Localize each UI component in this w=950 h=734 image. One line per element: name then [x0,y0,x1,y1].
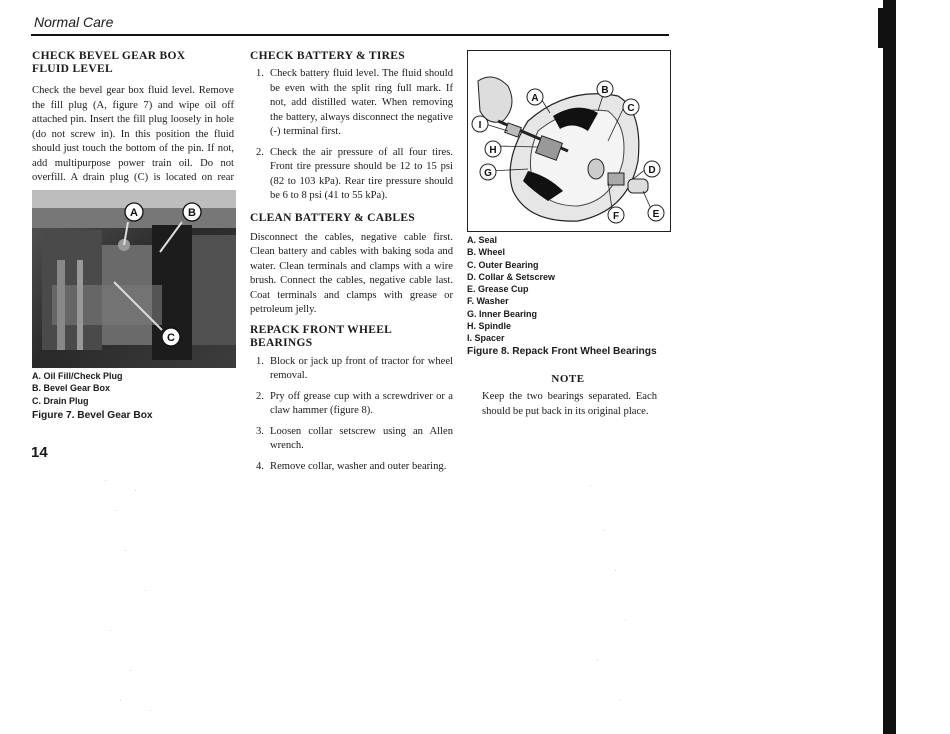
header-rule [31,34,669,36]
callout-b-label: B [601,85,609,96]
callout-d-label: D [648,165,656,176]
heading-line-1: CHECK BEVEL GEAR BOX [32,50,186,62]
list-item: 1. Block or jack up front of tractor for wheel removal. [256,355,453,381]
legend-item: F. Washer [467,296,509,307]
clean-battery-paragraph: Disconnect the cables, negative cable first. Clean battery and cables with baking soda and water. Clean terminals and clamps with a wire brush. Connect the cables, negative cable last. Coat terminals and clamps with grease or petroleum jelly. [250,231,453,315]
bevel-gear-paragraph: Check the bevel gear box fluid level. Remove the fill plug (A, figure 7) and wipe oil off attached pin. Insert the fill plug loosely in hole (do not screw in). In this position the fluid should just touch the bottom of the pin. If not, add multipurpose power train oil. Do not overfill. A drain plug (C) is located on rear [32,85,234,183]
figure-7-legend [32,370,123,407]
legend-item: I. Spacer [467,333,505,344]
legend-item: C. Outer Bearing [467,259,539,270]
column-bevel-gear-box [32,50,234,200]
callout-i-label: I [478,120,482,131]
scan-edge-bar [883,0,896,734]
section-heading-repack-bearings: REPACK FRONT WHEEL BEARINGS [250,323,392,349]
callout-b-label: B [188,207,196,219]
legend-item: C. Drain Plug [32,395,89,406]
legend-item: B. Wheel [467,247,506,258]
repack-bearings-list [250,355,453,475]
note-title: NOTE [551,373,585,385]
callout-f-label: F [612,211,620,222]
list-item: 4. Remove collar, washer and outer bearing. [256,460,447,472]
scan-noise-right [585,470,635,730]
legend-item: E. Grease Cup [467,284,529,295]
list-item: 3. Loosen collar setscrew using an Allen wrench. [256,425,453,451]
legend-item: B. Bevel Gear Box [32,383,111,394]
bevel-gear-box-photo [32,190,236,368]
figure-7-caption: Figure 7. Bevel Gear Box [32,410,153,421]
callout-g-label: G [484,168,492,179]
figure-7-photo [32,190,236,368]
list-item: 1. Check battery fluid level. The fluid should be even with the split ring full mark. If not, add distilled water. When removing the battery, always disconnect the negative (-) terminal first. [256,68,453,137]
callout-a-label: A [531,93,539,104]
legend-item: A. Oil Fill/Check Plug [32,371,123,381]
callout-c-label: C [167,332,175,344]
callout-a-label: A [130,207,138,219]
section-heading-battery-tires: CHECK BATTERY & TIRES [250,50,405,62]
legend-item: G. Inner Bearing [467,308,538,319]
section-heading-clean-battery: CLEAN BATTERY & CABLES [250,211,415,224]
figure-8-diagram [467,50,671,232]
list-item: 2. Pry off grease cup with a screwdriver or a claw hammer (figure 8). [256,390,453,416]
column-battery-tires [250,50,453,474]
callout-c-label: C [627,103,635,114]
section-heading-bevel-gear [32,50,234,76]
figure-8-caption: Figure 8. Repack Front Wheel Bearings [467,346,657,357]
figure-8-legend [467,234,555,345]
legend-item: D. Collar & Setscrew [467,271,556,282]
page-header-title: Normal Care [34,14,114,30]
callout-e-label: E [652,209,660,220]
list-item: 2. Check the air pressure of all four tires. Front tire pressure should be 12 to 15 psi (82 to 103 kPa). Rear tire pressure should be 6 to 8 psi (41 to 55 kPa). [256,146,453,201]
page-number: 14 [31,444,48,461]
note-body: Keep the two bearings separated. Each should be put back in its original place. [482,391,657,417]
heading-line-2: FLUID LEVEL [32,63,113,75]
scan-noise-left [100,470,160,730]
callout-h-label: H [489,145,497,156]
wheel-bearing-exploded-view [468,51,670,231]
legend-item: H. Spindle [467,321,512,332]
legend-item: A. Seal [467,235,498,245]
battery-tires-list [250,67,453,204]
scan-edge-mark [878,8,884,48]
